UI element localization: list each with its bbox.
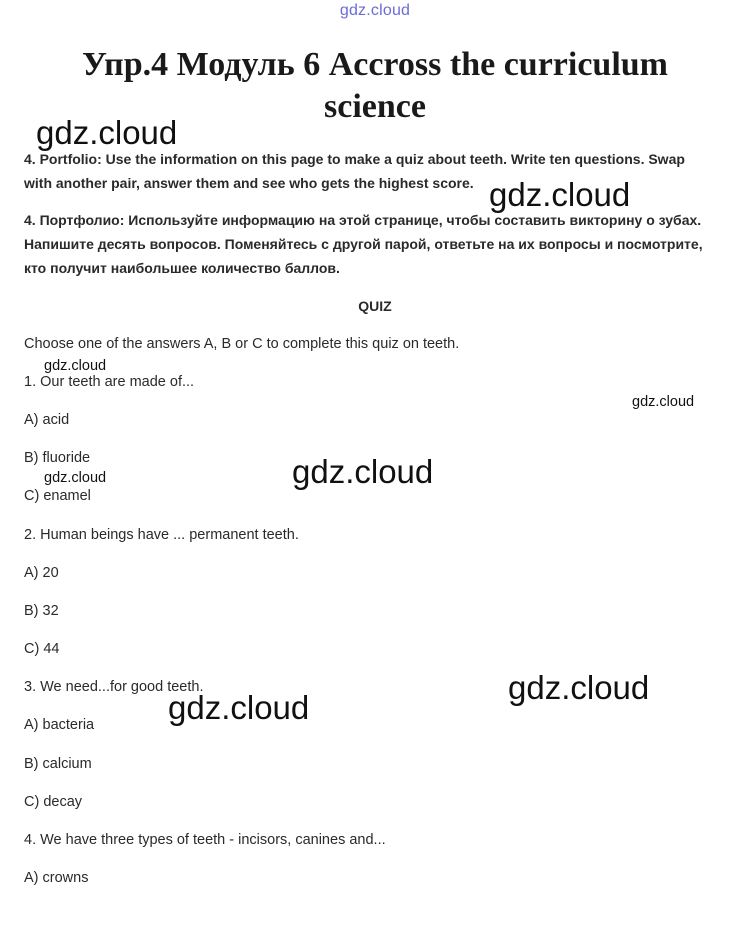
watermark: gdz.cloud — [168, 689, 310, 726]
q3-option-b: B) calcium — [24, 756, 92, 772]
task-ru-line-2: Напишите десять вопросов. Поменяйтесь с другой парой, ответьте на их вопросы и посмотрите, — [24, 236, 703, 252]
watermark: gdz.cloud — [44, 470, 107, 486]
task-ru-line-1: 4. Портфолио: Используйте информацию на этой странице, чтобы составить викторину о зубах. — [24, 212, 702, 228]
page-title-line-1: Упр.4 Модуль 6 Accross the curriculum — [81, 46, 669, 83]
q1-option-a: A) acid — [24, 412, 70, 428]
question-3: 3. We need...for good teeth. — [24, 679, 204, 695]
q2-option-b: B) 32 — [24, 603, 59, 619]
q1-option-b: B) fluoride — [24, 450, 91, 466]
quiz-heading: QUIZ — [358, 298, 392, 314]
quiz-instruction: Choose one of the answers A, B or C to complete this quiz on teeth. — [24, 336, 460, 352]
watermark: gdz.cloud — [44, 358, 107, 374]
question-4: 4. We have three types of teeth - incisors, canines and... — [24, 832, 386, 848]
q2-option-a: A) 20 — [24, 565, 59, 581]
question-1: 1. Our teeth are made of... — [24, 374, 195, 390]
question-2: 2. Human beings have ... permanent teeth. — [24, 527, 299, 543]
page-title-line-2: science — [324, 88, 426, 125]
watermark: gdz.cloud — [489, 176, 631, 213]
q4-option-a: A) crowns — [24, 870, 89, 886]
watermark: gdz.cloud — [292, 453, 434, 490]
watermark: gdz.cloud — [632, 394, 695, 410]
q2-option-c: C) 44 — [24, 641, 60, 657]
task-en-line-2: with another pair, answer them and see who gets the highest score. — [24, 175, 474, 191]
q1-option-c: C) enamel — [24, 488, 91, 504]
q3-option-c: C) decay — [24, 794, 83, 810]
task-en-line-1: 4. Portfolio: Use the information on this page to make a quiz about teeth. Write ten questions. Swap — [24, 151, 685, 167]
q3-option-a: A) bacteria — [24, 717, 95, 733]
task-ru-line-3: кто получит наибольшее количество баллов. — [24, 260, 340, 276]
top-watermark: gdz.cloud — [339, 2, 411, 19]
watermark: gdz.cloud — [36, 114, 178, 151]
watermark: gdz.cloud — [508, 669, 650, 706]
